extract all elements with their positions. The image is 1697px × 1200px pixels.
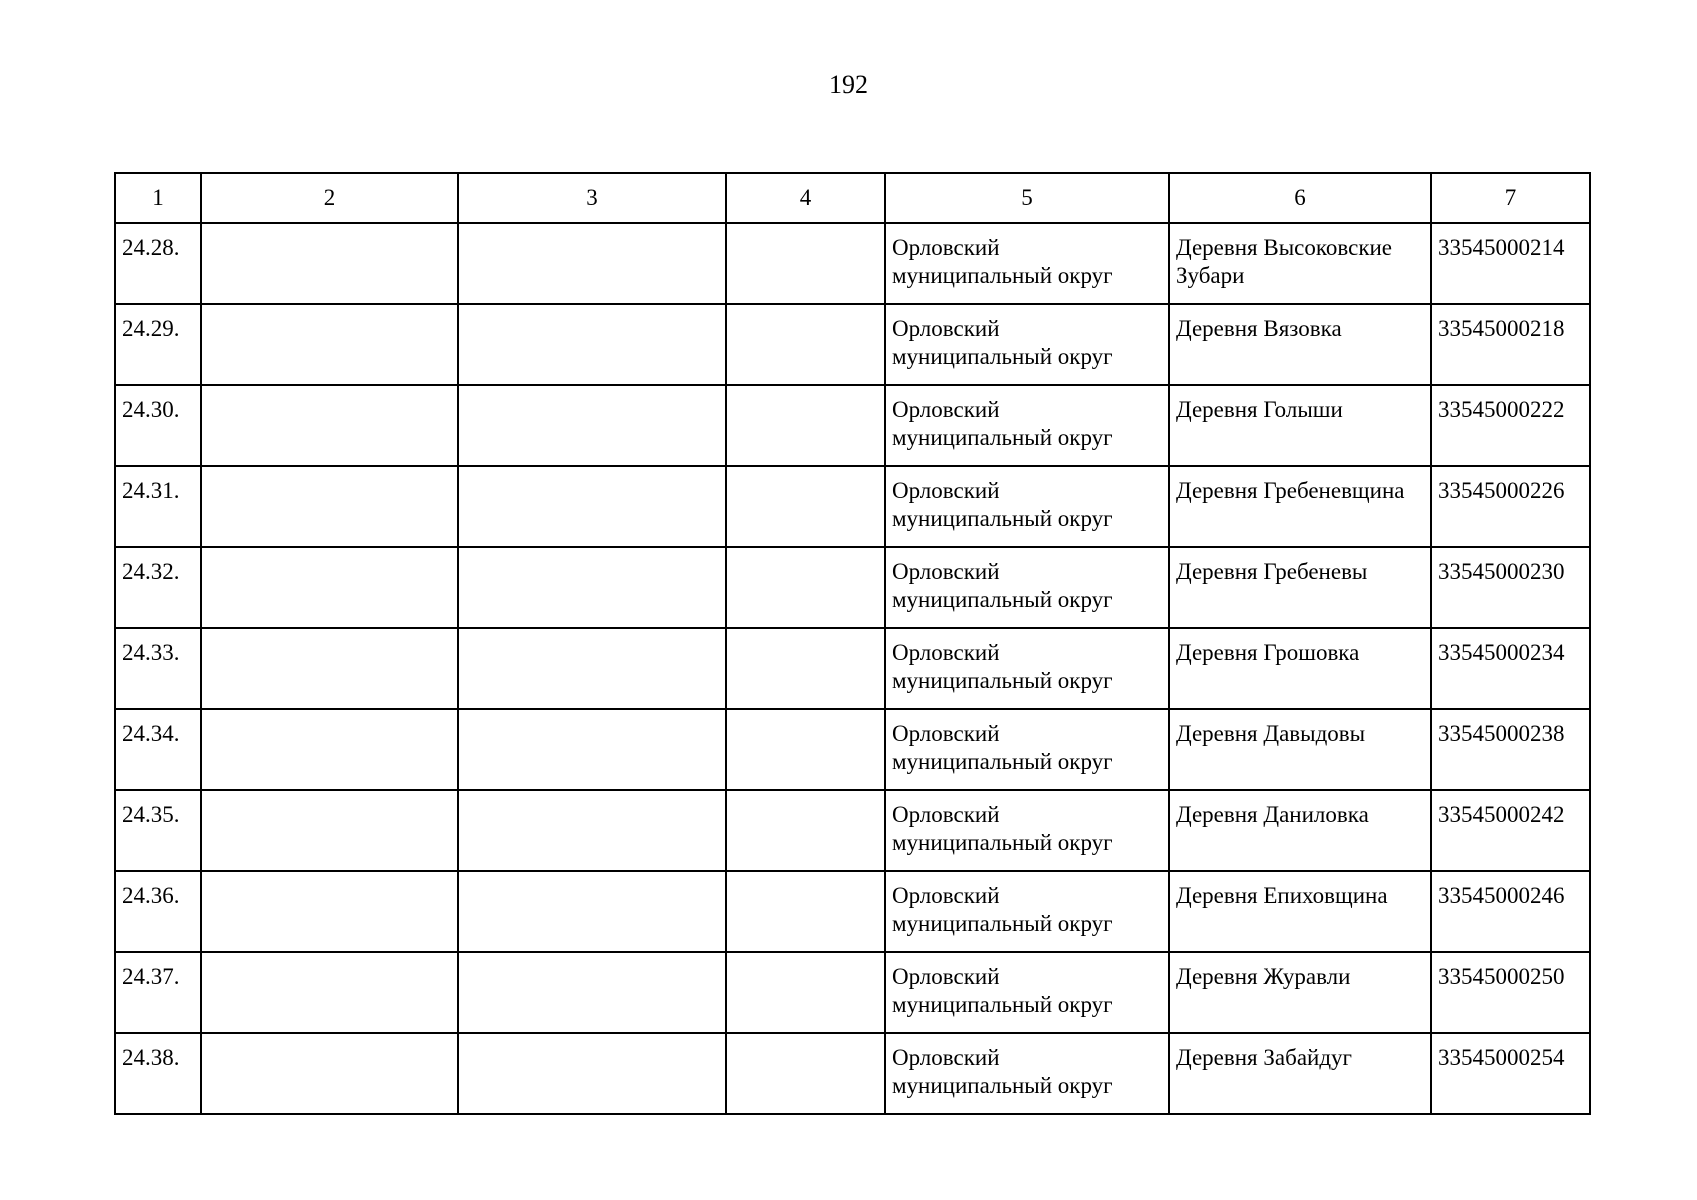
row-number-cell: 24.30. (115, 385, 201, 466)
column-2-cell (201, 952, 458, 1033)
column-header-3: 3 (458, 173, 726, 223)
column-3-cell (458, 547, 726, 628)
header-row (115, 173, 1590, 223)
settlement-cell: Деревня Грошовка (1169, 628, 1431, 709)
table-row (115, 223, 1590, 304)
municipality-cell: Орловский муниципальный округ (885, 790, 1169, 871)
settlement-cell: Деревня Журавли (1169, 952, 1431, 1033)
municipality-cell: Орловский муниципальный округ (885, 1033, 1169, 1114)
settlement-cell: Деревня Епиховщина (1169, 871, 1431, 952)
table-row (115, 952, 1590, 1033)
code-cell: 33545000234 (1431, 628, 1590, 709)
column-header-1: 1 (115, 173, 201, 223)
municipality-cell: Орловский муниципальный округ (885, 223, 1169, 304)
code-cell: 33545000214 (1431, 223, 1590, 304)
column-4-cell (726, 790, 885, 871)
page-number: 192 (829, 70, 868, 99)
column-2-cell (201, 709, 458, 790)
column-4-cell (726, 871, 885, 952)
row-number-cell: 24.36. (115, 871, 201, 952)
column-2-cell (201, 871, 458, 952)
table-row (115, 547, 1590, 628)
code-cell: 33545000238 (1431, 709, 1590, 790)
municipality-cell: Орловский муниципальный округ (885, 385, 1169, 466)
municipality-cell: Орловский муниципальный округ (885, 628, 1169, 709)
column-3-cell (458, 466, 726, 547)
municipality-cell: Орловский муниципальный округ (885, 466, 1169, 547)
column-4-cell (726, 952, 885, 1033)
column-header-2: 2 (201, 173, 458, 223)
code-cell: 33545000230 (1431, 547, 1590, 628)
row-number-cell: 24.33. (115, 628, 201, 709)
table-row (115, 790, 1590, 871)
municipality-cell: Орловский муниципальный округ (885, 709, 1169, 790)
code-cell: 33545000242 (1431, 790, 1590, 871)
settlement-cell: Деревня Голыши (1169, 385, 1431, 466)
code-cell: 33545000246 (1431, 871, 1590, 952)
column-4-cell (726, 709, 885, 790)
column-3-cell (458, 385, 726, 466)
column-header-7: 7 (1431, 173, 1590, 223)
table-body (115, 223, 1590, 1114)
column-header-4: 4 (726, 173, 885, 223)
table-row (115, 628, 1590, 709)
column-header-6: 6 (1169, 173, 1431, 223)
column-3-cell (458, 304, 726, 385)
column-3-cell (458, 790, 726, 871)
column-header-5: 5 (885, 173, 1169, 223)
settlement-cell: Деревня Гребеневщина (1169, 466, 1431, 547)
column-2-cell (201, 790, 458, 871)
column-4-cell (726, 304, 885, 385)
table-row (115, 709, 1590, 790)
table-row (115, 304, 1590, 385)
row-number-cell: 24.37. (115, 952, 201, 1033)
code-cell: 33545000226 (1431, 466, 1590, 547)
code-cell: 33545000222 (1431, 385, 1590, 466)
row-number-cell: 24.29. (115, 304, 201, 385)
column-3-cell (458, 628, 726, 709)
column-2-cell (201, 385, 458, 466)
column-3-cell (458, 709, 726, 790)
column-2-cell (201, 223, 458, 304)
row-number-cell: 24.34. (115, 709, 201, 790)
settlement-cell: Деревня Забайдуг (1169, 1033, 1431, 1114)
row-number-cell: 24.38. (115, 1033, 201, 1114)
settlement-cell: Деревня Давыдовы (1169, 709, 1431, 790)
column-3-cell (458, 1033, 726, 1114)
settlement-cell: Деревня Гребеневы (1169, 547, 1431, 628)
row-number-cell: 24.32. (115, 547, 201, 628)
municipality-cell: Орловский муниципальный округ (885, 547, 1169, 628)
column-3-cell (458, 952, 726, 1033)
table-row (115, 1033, 1590, 1114)
column-4-cell (726, 223, 885, 304)
column-2-cell (201, 466, 458, 547)
row-number-cell: 24.28. (115, 223, 201, 304)
registry-table (114, 172, 1591, 1115)
table-row (115, 385, 1590, 466)
column-2-cell (201, 1033, 458, 1114)
column-2-cell (201, 304, 458, 385)
column-4-cell (726, 385, 885, 466)
column-3-cell (458, 223, 726, 304)
column-4-cell (726, 547, 885, 628)
row-number-cell: 24.35. (115, 790, 201, 871)
code-cell: 33545000250 (1431, 952, 1590, 1033)
column-3-cell (458, 871, 726, 952)
code-cell: 33545000254 (1431, 1033, 1590, 1114)
table-row (115, 466, 1590, 547)
row-number-cell: 24.31. (115, 466, 201, 547)
settlement-cell: Деревня Вязовка (1169, 304, 1431, 385)
column-4-cell (726, 466, 885, 547)
column-2-cell (201, 547, 458, 628)
municipality-cell: Орловский муниципальный округ (885, 871, 1169, 952)
column-2-cell (201, 628, 458, 709)
municipality-cell: Орловский муниципальный округ (885, 952, 1169, 1033)
column-4-cell (726, 1033, 885, 1114)
code-cell: 33545000218 (1431, 304, 1590, 385)
column-4-cell (726, 628, 885, 709)
settlement-cell: Деревня Даниловка (1169, 790, 1431, 871)
table-row (115, 871, 1590, 952)
settlement-cell: Деревня Высоковские Зубари (1169, 223, 1431, 304)
municipality-cell: Орловский муниципальный округ (885, 304, 1169, 385)
